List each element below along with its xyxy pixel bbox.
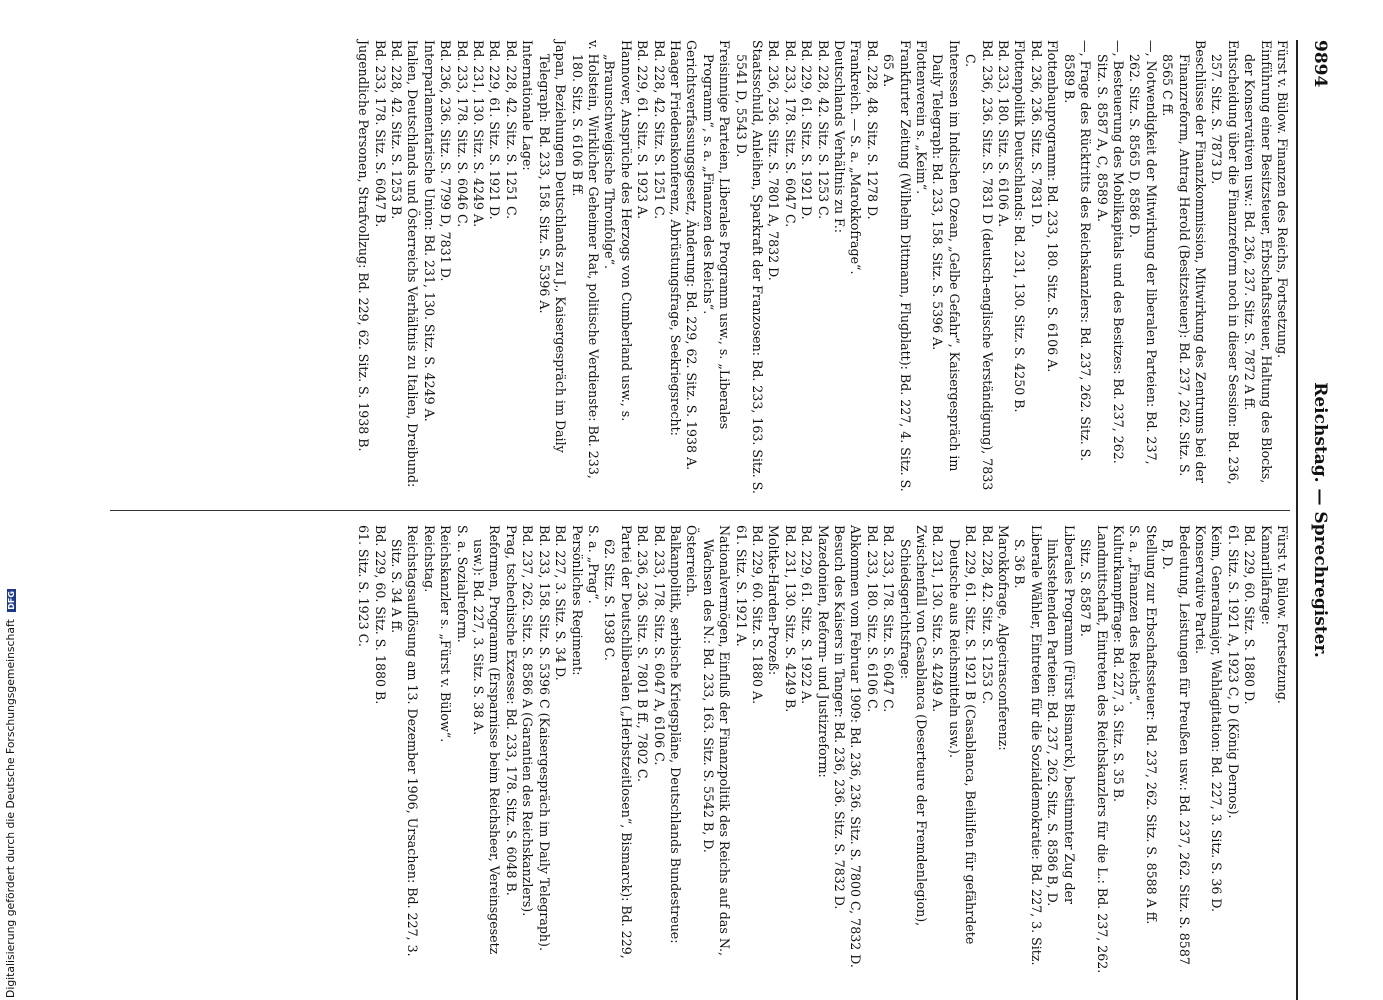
index-entry: Internationale Lage: xyxy=(520,40,536,171)
index-entry: Bd. 233, 158. Sitz. S. 5396 C (Kaisergespräch im Daily Telegraph). xyxy=(536,525,552,951)
index-entry: Haager Friedenskonferenz, Abrüstungsfrage, Seekriegsrecht: xyxy=(667,40,683,436)
index-entry: Zwischenfall von Casablanca (Deserteure der Fremdenlegion), Schiedsgerichtsfrage: xyxy=(897,525,930,927)
index-entry: 61. Sitz. S. 1923 C. xyxy=(356,525,372,647)
index-entry: v. Holstein, Wirklicher Geheimer Rat, politische Verdienste: Bd. 233, 180. Sitz. S. 6106 B ff. xyxy=(569,40,601,479)
index-entry: Bd. 229, 61. Sitz. S. 1922 A. xyxy=(799,525,815,705)
left-column xyxy=(355,40,1290,495)
index-entry: Hannover, Ansprüche des Herzogs von Cumberland usw., s. „Braunschweigische Thronfolge“. xyxy=(602,40,634,422)
index-entry: Bd. 231, 130. Sitz. S. 4249 A. xyxy=(930,525,946,713)
column-divider xyxy=(110,510,1290,511)
index-entry: Bd. 228, 42. Sitz. S. 1251 C. xyxy=(651,40,667,220)
index-entry: —, Frage des Rücktritts des Reichskanzlers: Bd. 237, 262. Sitz. S. 8589 B. xyxy=(1061,40,1094,461)
index-entry: Freisinnige Parteien, Liberales Programm usw., s. „Liberales Programm“, s. a. „Finanzen des Reichs“. xyxy=(700,40,733,430)
index-entry: Bd. 236, 236. Sitz. S. 7831 D. xyxy=(1028,40,1044,228)
index-entry: Deutschlands Verhältnis zu F.: xyxy=(832,40,848,234)
index-entry: Bd. 229, 60. Sitz. S. 1880 A. xyxy=(750,525,765,705)
index-entry: Kamarillafrage: xyxy=(1258,525,1274,625)
index-entry: Bd. 233, 178. Sitz. S. 6047 C. xyxy=(782,40,798,228)
index-entry: Balkanpolitik, serbische Kriegspläne, Deutschlands Bundestreue: xyxy=(667,525,683,944)
index-entry: Moltke-Harden-Prozeß: xyxy=(766,525,782,676)
digitization-note-text: Digitalisierung gefördert durch die Deutsche Forschungsgemeinschaft xyxy=(4,619,17,998)
index-entry: Persönliches Regiment: xyxy=(569,525,585,676)
index-entry: Flottenverein s. „Keim“. xyxy=(914,40,930,195)
index-entry: Flottenbauprogramm: Bd. 233, 180. Sitz. S. 6106 A. xyxy=(1045,40,1061,373)
index-entry: Fürst v. Bülow. Fortsetzung. xyxy=(1275,525,1290,704)
index-entry: Bd. 227, 3. Sitz. S. 34 D. xyxy=(553,525,569,681)
index-entry: Bd. 229, 61. Sitz. S. 1921 D. xyxy=(799,40,815,220)
index-entry: Einführung einer Besitzsteuer, Erbschaftssteuer, Haltung des Blocks, der Konservativen usw.: Bd. 236, 237. Sitz. S. 7872 A ff. xyxy=(1242,40,1274,484)
index-entry: Kulturkampffrage: Bd. 227, 3. Sitz. S. 35 B. xyxy=(1110,525,1126,803)
index-entry: Liberales Programm (Fürst Bismarck), bestimmter Zug der linksstehenden Parteien: Bd. 237, 262. Sitz. S. 8586 B, D. xyxy=(1045,525,1077,907)
index-entry: 61. Sitz. S. 1921 A, 1923 C, D (König Dernos). xyxy=(1225,525,1241,819)
index-entry: Reichstagsauflösung am 13. Dezember 1906, Ursachen: Bd. 227, 3. Sitz. S. 34 A ff. xyxy=(389,525,421,957)
right-column xyxy=(355,525,1290,980)
index-entry: Landmittschaft, Eintreten des Reichskanzlers für die L.: Bd. 237, 262. Sitz. S. 8587 B. xyxy=(1078,525,1110,974)
index-entry: Fürst v. Bülow. Finanzen des Reichs, Fortsetzung. xyxy=(1275,40,1290,359)
index-entry: Frankfurter Zeitung (Wilhelm Dittmann, Flugblatt): Bd. 227, 4. Sitz. S. 65 A. xyxy=(881,40,913,492)
index-entry: Bd. 231, 130. Sitz. S. 4249 B. xyxy=(782,525,798,713)
index-entry: Bd. 233, 178. Sitz. S. 6047 B. xyxy=(372,40,388,228)
index-entry: Bd. 231, 130. Sitz. S. 4249 A. xyxy=(471,40,487,228)
page-number: 9894 xyxy=(1310,40,1330,88)
rotated-page-content xyxy=(50,40,1330,1000)
index-entry: Italien, Deutschlands und Österreichs Verhältnis zu Italien, Dreibund: xyxy=(405,40,421,488)
index-entry: S. a. „Finanzen des Reichs“. xyxy=(1127,525,1143,705)
index-entry: Bd. 236, 236. Sitz. S. 7799 D, 7831 D. xyxy=(438,40,454,282)
index-entry: Beschlüsse der Finanzkommission, Mitwirkung des Zentrums bei der Finanzreform, Antrag Herold (Besitzsteuer): Bd. 237, 262. Sitz. S. 8565 C ff. xyxy=(1160,40,1208,484)
index-entry: Reichstag. xyxy=(421,525,437,593)
index-entry: Bd. 233, 178. Sitz. S. 6046 C. xyxy=(454,40,470,228)
index-entry: Bd. 228, 42. Sitz. S. 1253 B. xyxy=(389,40,405,220)
index-entry: Bd. 233, 178. Sitz. S. 6047 A, 6106 C. xyxy=(651,525,667,766)
index-entry: Bd. 236, 236. Sitz. S. 7801 A, 7832 D. xyxy=(766,40,782,281)
index-entry: Bd. 228, 42. Sitz. S. 1253 C. xyxy=(815,40,831,220)
index-entry: Besuch des Kaisers in Tanger: Bd. 236, 236. Sitz. S. 7832 D. xyxy=(832,525,848,910)
index-entry: —, Besteuerung des Mobilkapitals und des Besitzes: Bd. 237, 262. Sitz. S. 8587 A, C, 8589 A. xyxy=(1094,40,1126,464)
index-entry: Bd. 237, 262. Sitz. S. 8586 A (Garantien des Reichskanzlers). xyxy=(520,525,536,917)
index-entry: S. a. „Prag“. xyxy=(585,525,601,604)
index-entry: Bd. 233, 178. Sitz. S. 6047 C. xyxy=(881,525,897,713)
index-entry: Österreich. xyxy=(684,525,700,597)
index-entry: Reichskanzler s. „Fürst v. Bülow“. xyxy=(438,525,454,743)
header-rule xyxy=(1296,40,1298,1000)
index-entry: Bd. 236, 236. Sitz. S. 7801 B ff., 7802 C. xyxy=(635,525,651,783)
index-entry: Partei der Deutschliberalen („Herbstzeitlosen“, Bismarck): Bd. 229, 62. Sitz. S. 1938 C. xyxy=(602,525,634,959)
index-entry: Jugendliche Personen, Strafvollzug: Bd. 229, 62. Sitz. S. 1938 B. xyxy=(356,40,372,452)
index-entry: Bd. 229, 60. Sitz. S. 1880 D. xyxy=(1242,525,1258,705)
index-entry: Abkommen vom Februar 1909: Bd. 236, 236. Sitz. S. 7800 C, 7832 D. xyxy=(848,525,864,968)
index-entry: Nationalvermögen, Einfluß der Finanzpolitik des Reichs auf das N., Wachsen des N.: Bd. 233, 163. Sitz. S. 5542 B, D. xyxy=(700,525,733,957)
index-entry: Bd. 228, 42. Sitz. S. 1253 C. xyxy=(979,525,995,705)
index-entry: Reformen, Programm (Ersparnisse beim Reichsheer, Vereinsgesetz usw.): Bd. 227, 3. Sitz. S. 38 A. xyxy=(471,525,503,955)
index-entry: Bd. 236, 236. Sitz. S. 7831 D (deutsch-englische Verständigung), 7833 C. xyxy=(963,40,995,491)
index-entry: Bedeutung, Leistungen für Preußen usw.: Bd. 237, 262. Sitz. S. 8587 B, D. xyxy=(1160,525,1192,965)
index-entry: Liberale Wähler, Eintreten für die Sozialdemokratie: Bd. 227, 3. Sitz. S. 36 B. xyxy=(1012,525,1044,966)
index-entry: Bd. 233, 180. Sitz. S. 6106 A. xyxy=(996,40,1012,228)
index-entry: Flottenpolitik Deutschlands: Bd. 231, 130. Sitz. S. 4250 B. xyxy=(1012,40,1028,413)
index-entry: Mazedonien, Reform- und Justizreform: xyxy=(815,525,831,778)
index-entry: Bd. 228, 42. Sitz. S. 1251 C. xyxy=(503,40,519,220)
index-entry: Keim, Generalmajor, Wahlagitation: Bd. 227, 3. Sitz. S. 36 D. xyxy=(1209,525,1225,913)
index-entry: Konservative Partei. xyxy=(1192,525,1208,654)
index-entry: Frankreich. — S. a. „Marokkofrage“. xyxy=(848,40,864,275)
index-entry: Prag, tschechische Exzesse: Bd. 233, 178. Sitz. S. 6048 B. xyxy=(503,525,519,896)
index-entry: 61. Sitz. S. 1921 A. xyxy=(733,525,749,647)
digitization-note xyxy=(4,58,18,998)
index-entry: Entscheidung über die Finanzreform noch in dieser Session: Bd. 236, 257. Sitz. S. 7873 D. xyxy=(1209,40,1241,485)
dfg-logo: DFG xyxy=(6,591,16,610)
index-entry: Interessen im Indischen Ozean, „Gelbe Gefahr“, Kaisergespräch im Daily Telegraph: Bd. 233, 158. Sitz. S. 5396 A. xyxy=(930,40,962,472)
index-entry: Bd. 228, 48. Sitz. S. 1278 D. xyxy=(864,40,880,220)
index-entry: Staatsschuld, Anleihen, Sparkraft der Franzosen: Bd. 233, 163. Sitz. S. 5541 D, 5543 D. xyxy=(733,40,765,494)
index-entry: —, Notwendigkeit der Mitwirkung der liberalen Parteien: Bd. 237, 262. Sitz. S. 8565 D, 8586 D. xyxy=(1127,40,1159,465)
index-entry: Stellung zur Erbschaftssteuer: Bd. 237, 262. Sitz. S. 8588 A ff. xyxy=(1143,525,1159,925)
index-entry: Marokkofrage, Algecirasconferenz: xyxy=(996,525,1012,751)
index-entry: Bd. 229, 61. Sitz. S. 1921 D. xyxy=(487,40,503,220)
page-title: Reichstag. — Sprechregister. xyxy=(1310,382,1330,658)
page-header xyxy=(1300,40,1330,1000)
index-entry: Gerichtsverfassungsgesetz, Änderung: Bd. 229, 62. Sitz. S. 1938 A. xyxy=(684,40,700,471)
index-entry: S. a. Sozialreform. xyxy=(454,525,470,643)
index-entry: Bd. 229, 60. Sitz. S. 1880 B. xyxy=(372,525,388,705)
index-entry: Interparlamentarische Union: Bd. 231, 130. Sitz. S. 4249 A. xyxy=(421,40,437,422)
index-entry: Bd. 229, 61. Sitz. S. 1921 B (Casablanca, Beihilfen für gefährdete Deutsche aus Reichsmitteln usw.). xyxy=(946,525,979,945)
index-entry: Bd. 233, 180. Sitz. S. 6106 C. xyxy=(864,525,880,713)
index-entry: Bd. 229, 61. Sitz. S. 1923 A. xyxy=(635,40,651,220)
index-entry: Japan, Beziehungen Deutschlands zu J., Kaisergespräch im Daily Telegraph: Bd. 233, 158. Sitz. S. 5396 A. xyxy=(536,40,569,453)
